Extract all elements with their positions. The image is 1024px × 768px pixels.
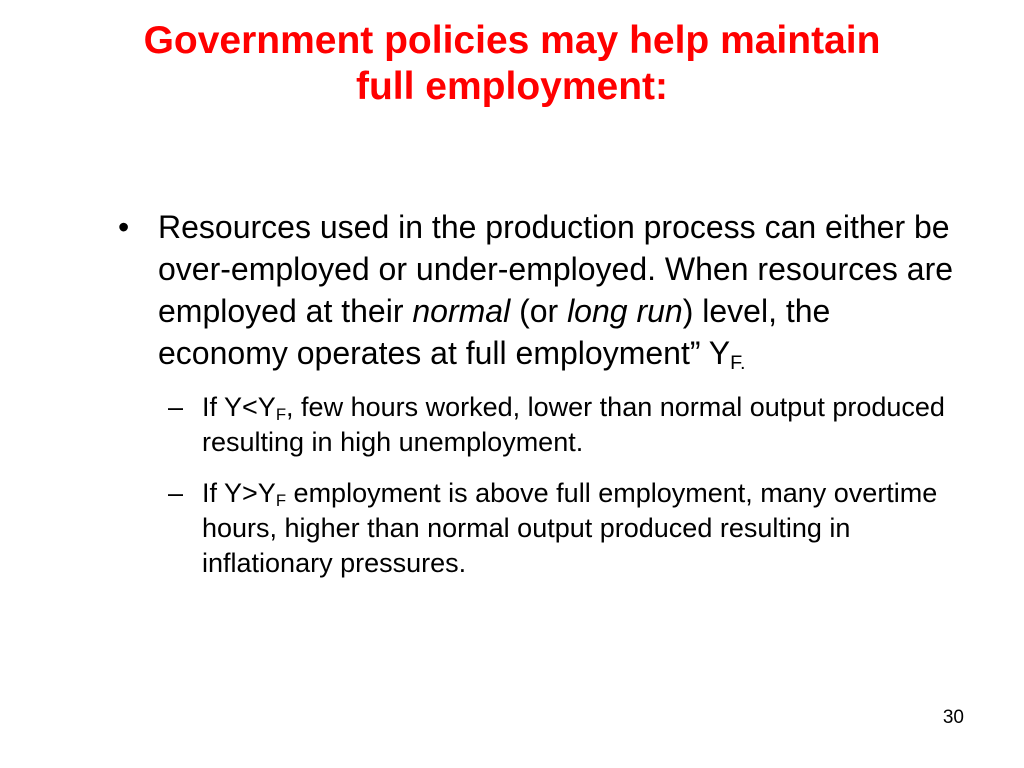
sub-bullet-1-pre: If Y<Y <box>202 392 276 422</box>
sub-bullet-underemployment <box>118 390 968 460</box>
slide-title <box>60 18 964 110</box>
bullet-text-3: ) level, the economy operates at full employment” Y <box>158 293 831 371</box>
sub-bullet-overemployment <box>118 476 968 581</box>
dash-marker: – <box>168 392 184 422</box>
main-bullet <box>118 206 968 374</box>
title-line-1: Government policies may help maintain <box>143 19 881 62</box>
sub-bullet-2-pre: If Y>Y <box>202 478 276 508</box>
sub-bullet-1-post: , few hours worked, lower than normal output produced resulting in high unemployment. <box>202 392 945 457</box>
page-number: 30 <box>942 707 964 728</box>
bullet-em-normal: normal <box>412 293 511 329</box>
sub-bullet-2-post: employment is above full employment, many overtime hours, higher than normal output produced resulting in inflationary pressures. <box>202 478 938 578</box>
bullet-em-long-run: long run <box>567 293 683 329</box>
sub-bullet-1-subscript: F <box>275 405 287 425</box>
bullet-marker: • <box>118 209 130 245</box>
slide-body <box>118 206 968 581</box>
bullet-text-1: Resources used in the production process can either be over-employed or under-employed. When resources are employed at their <box>158 209 954 329</box>
dash-marker: – <box>168 478 184 508</box>
bullet-subscript: F. <box>730 351 746 374</box>
sub-bullet-2-subscript: F <box>275 491 287 511</box>
title-line-2: full employment: <box>355 65 669 108</box>
bullet-text-2: (or <box>510 293 568 329</box>
